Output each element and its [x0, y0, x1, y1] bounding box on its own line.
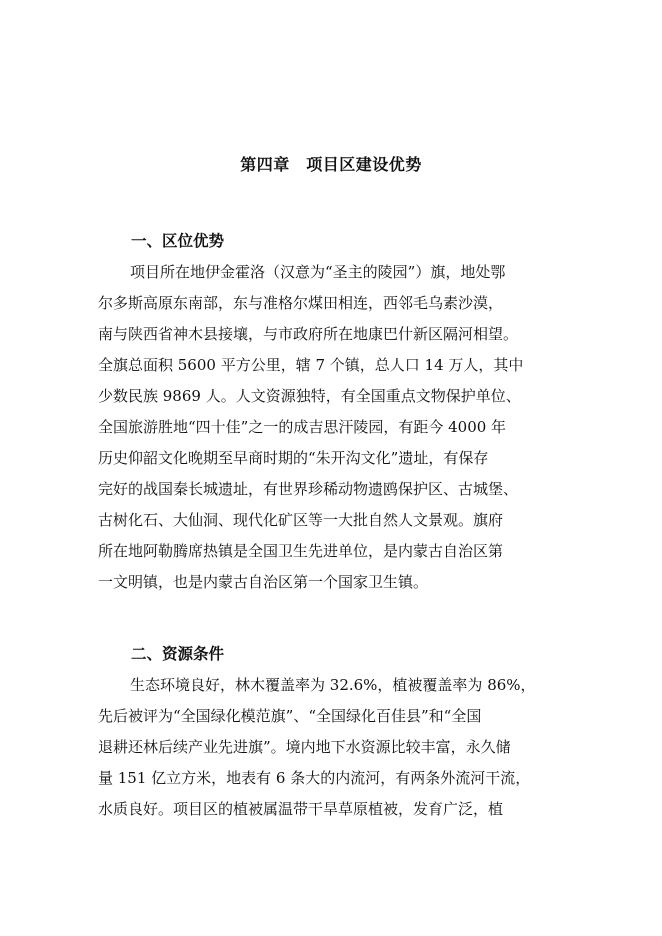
text-line: 一文明镇，也是内蒙古自治区第一个国家卫生镇。: [98, 573, 429, 591]
text-line: 全国旅游胜地“四十佳”之一的成吉思汗陵园，有距今 4000 年: [98, 418, 507, 436]
text-line: 退耕还林后续产业先进旗”。境内地下水资源比较丰富，永久储: [98, 738, 511, 756]
text-line: 量 151 亿立方米，地表有 6 条大的内流河，有两条外流河干流，: [98, 769, 531, 787]
text-line: 所在地阿勒腾席热镇是全国卫生先进单位，是内蒙古自治区第: [98, 542, 504, 560]
text-line: 生态环境良好，林木覆盖率为 32.6%，植被覆盖率为 86%，: [130, 676, 536, 694]
section-body-resources: [98, 670, 558, 825]
section-body-location: [98, 257, 558, 598]
text-line: 全旗总面积 5600 平方公里，辖 7 个镇，总人口 14 万人，其中: [98, 356, 524, 374]
text-line: 先后被评为“全国绿化模范旗”、“全国绿化百佳县”和“全国: [98, 707, 482, 725]
text-line: 水质良好。项目区的植被属温带干旱草原植被，发育广泛，植: [98, 800, 504, 818]
text-line: 少数民族 9869 人。人文资源独特，有全国重点文物保护单位、: [98, 387, 521, 405]
text-line: 完好的战国秦长城遗址，有世界珍稀动物遗鸥保护区、古城堡、: [98, 480, 519, 498]
text-line: 项目所在地伊金霍洛（汉意为“圣主的陵园”）旗，地处鄂: [130, 263, 506, 281]
section-heading-location: 一、区位优势: [131, 232, 225, 250]
text-line: 尔多斯高原东南部，东与准格尔煤田相连，西邻毛乌素沙漠，: [98, 294, 504, 312]
text-line: 古树化石、大仙洞、现代化矿区等一大批自然人文景观。旗府: [98, 511, 504, 529]
chapter-title: 第四章 项目区建设优势: [240, 155, 422, 174]
section-heading-resources: 二、资源条件: [131, 645, 225, 663]
text-line: 历史仰韶文化晚期至早商时期的“朱开沟文化”遗址，有保存: [98, 449, 489, 467]
text-line: 南与陕西省神木县接壤，与市政府所在地康巴什新区隔河相望。: [98, 325, 519, 343]
